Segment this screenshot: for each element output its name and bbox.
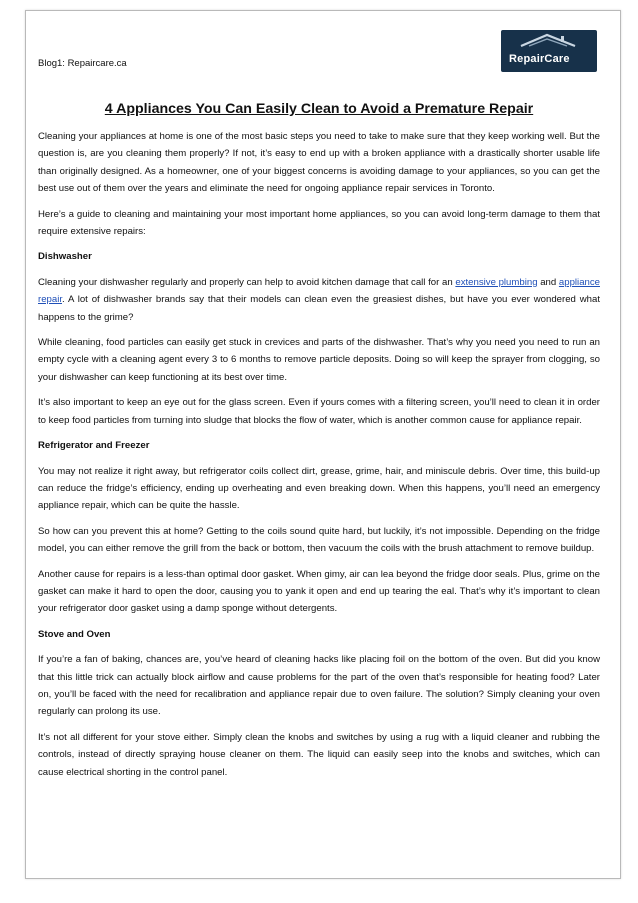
section-heading-dishwasher: Dishwasher — [38, 251, 92, 263]
dishwasher-paragraph-1: Cleaning your dishwasher regularly and properly can help to avoid kitchen damage that call for an extensive plumbing and appliance repair. A lot of dishwasher brands say that their models can clean even the greasiest dishes, but have you ever wondered what happens to the grime? — [38, 276, 600, 323]
article-body — [38, 128, 600, 789]
blog-label: Blog1: Repaircare.ca — [38, 58, 127, 69]
stove-paragraph-1: If you’re a fan of baking, chances are, you’ve heard of cleaning hacks like placing foil on the bottom of the oven. But did you know that this little trick can actually block airflow and cause problems for the part of the oven that’s responsible for heating food? Later on, you’ll be faced with the need for recalibration and appliance repair due to oven failure. The solution? Simply cleaning your oven regularly can prolong its use. — [38, 654, 600, 718]
intro-paragraph-2: Here’s a guide to cleaning and maintaining your most important home appliances, so you can avoid long-term damage to them that require extensive repairs: — [38, 208, 600, 238]
appliance-repair-link[interactable]: appliance repair — [38, 276, 600, 306]
stove-paragraph-2: It’s not all different for your stove either. Simply clean the knobs and switches by using a rug with a liquid cleaner and rubbing the controls, instead of directly spraying house cleaner on them. The liquid can easily seep into the knobs and switches, which can cause electrical shorting in the control panel. — [38, 731, 600, 778]
extensive-plumbing-link[interactable]: extensive plumbing — [455, 276, 538, 288]
page-title: 4 Appliances You Can Easily Clean to Avoid a Premature Repair — [104, 101, 534, 117]
section-heading-fridge: Refrigerator and Freezer — [38, 440, 150, 452]
logo-text: RepairCare — [509, 53, 570, 65]
fridge-paragraph-2: So how can you prevent this at home? Getting to the coils sound quite hard, but luckily, it’s not impossible. Depending on the fridge model, you can either remove the grill from the back or bottom, then vacuum the coils with the brush attachment to remove buildup. — [38, 525, 600, 555]
fridge-paragraph-3: Another cause for repairs is a less-than optimal door gasket. When gimy, air can lea beyond the fridge door seals. Plus, grime on the gasket can make it hard to open the door, causing you to yank it open and end up tearing the eal. That’s why it’s important to clean your refrigerator door gasket using a damp sponge without detergents. — [38, 568, 600, 615]
section-heading-stove: Stove and Oven — [38, 628, 111, 640]
dishwasher-paragraph-2: While cleaning, food particles can easily get stuck in crevices and parts of the dishwasher. That’s why you need you need to run an empty cycle with a cleaning agent every 3 to 6 months to remove particle deposits. Doing so will keep the sprayer from clogging, so your dishwasher can keep functioning at its best over time. — [38, 337, 600, 383]
fridge-paragraph-1: You may not realize it right away, but refrigerator coils collect dirt, grease, grime, hair, and miniscule debris. Over time, this build-up can reduce the fridge’s efficiency, ending up overheating and even breaking down. When this happens, you’ll need an emergency appliance repair, which can be quite the hassle. — [38, 465, 600, 512]
repaircare-logo — [501, 30, 597, 72]
house-roof-icon — [501, 30, 597, 72]
dishwasher-paragraph-3: It’s also important to keep an eye out for the glass screen. Even if yours comes with a filtering screen, you’ll need to clean it in order to keep food particles from turning into sludge that blocks the flow of water, which is another common cause for appliance repair. — [38, 397, 600, 426]
intro-paragraph-1: Cleaning your appliances at home is one of the most basic steps you need to take to make sure that they keep working well. But the question is, are you cleaning them properly? If not, it’s easy to end up with a broken appliance with a drastically shorter usable life than originally designed. As a homeowner, one of your biggest concerns is avoiding damage to your appliances, so you can get the best use out of them over the years and eliminate the need for ongoing appliance repair services in Toronto. — [38, 131, 600, 195]
